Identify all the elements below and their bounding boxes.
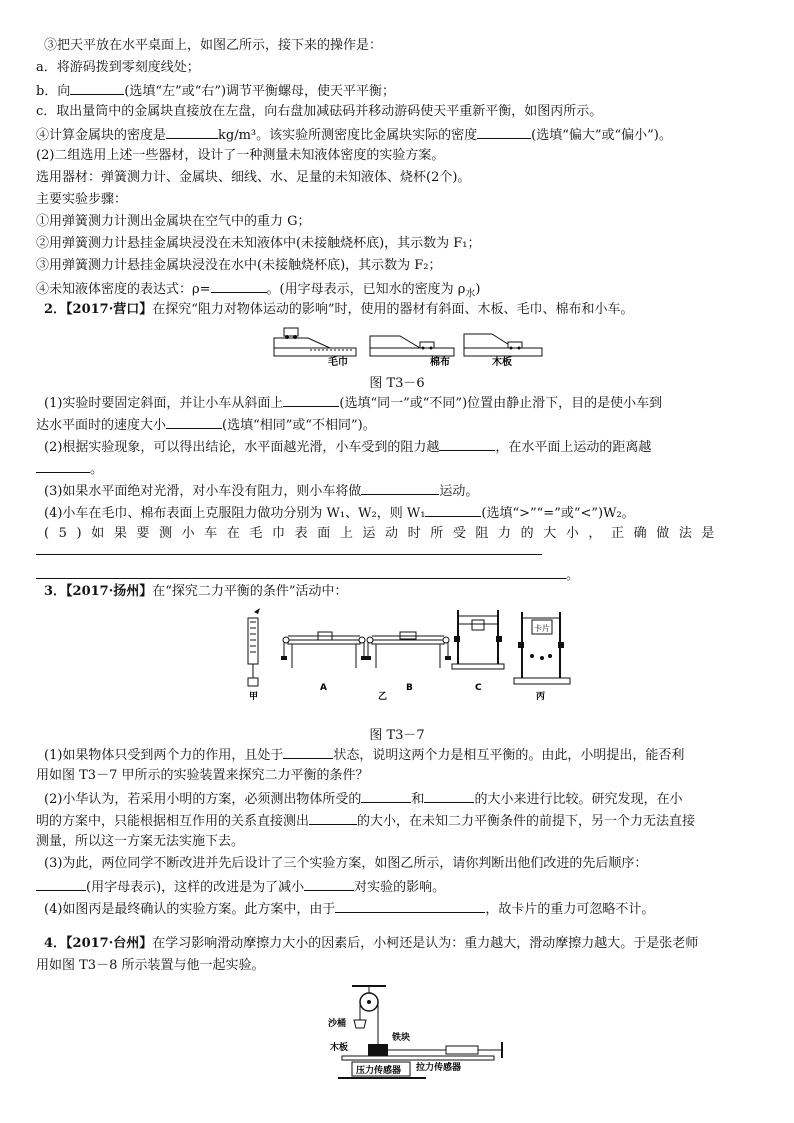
question-3-stem: 3．【2017·扬州】在“探究二力平衡的条件”活动中： [44, 584, 348, 599]
question-4-stem-cont: 用如图 T3－8 所示装置与他一起实验。 [36, 958, 265, 973]
answer-blank[interactable] [425, 504, 481, 517]
q3-part-2: (2)小华认为，若采用小明的方案，必须测出物体所受的 和 的大小来进行比较。研究发现，在小 [44, 792, 683, 807]
question-2-stem: 2．【2017·营口】在探究“阻力对物体运动的影响”时，使用的器材有斜面、木板、毛巾、棉布和小车。 [44, 302, 634, 317]
sand-bucket [354, 1020, 366, 1028]
figure-t3-8 [326, 984, 506, 1084]
ramp [370, 336, 420, 348]
q2-part-1-cont: 达水平面时的速度大小 (选填“相同”或“不相同”)。 [36, 418, 376, 433]
answer-blank[interactable] [36, 460, 90, 473]
answer-blank[interactable] [211, 280, 267, 293]
label-wood: 木板 [492, 357, 512, 366]
q3-part-4: (4)如图丙是最终确认的实验方案。此方案中，由于 ，故卡片的重力可忽略不计。 [44, 902, 655, 917]
q3-part-2-cont: 明的方案中，只能根据相互作用的关系直接测出 的大小，在未知二力平衡条件的前提下，另一个力无法直接 [36, 814, 696, 829]
q3-part-1-cont: 用如图 T3－7 甲所示的实验装置来探究二力平衡的条件？ [36, 768, 369, 783]
spring-scale [248, 618, 258, 664]
substep-2: ②用弹簧测力计悬挂金属块浸没在未知液体中(未接触烧杯底)，其示数为 F₁； [36, 236, 481, 251]
towel-surface [274, 348, 356, 356]
card [472, 620, 484, 630]
q2-part-2: (2)根据实验现象，可以得出结论，水平面越光滑，小车受到的阻力越 ，在水平面上运动的距离越 [44, 440, 652, 455]
answer-blank[interactable] [361, 482, 439, 495]
answer-line[interactable] [36, 566, 566, 579]
q3-part-1: (1)如果物体只受到两个力的作用，且处于 状态，说明这两个力是相互平衡的。由此，小明提出，能否利 [44, 748, 685, 763]
answer-blank[interactable] [304, 878, 354, 891]
label-board: 木板 [330, 1043, 349, 1053]
answer-blank[interactable] [36, 878, 86, 891]
answer-blank[interactable] [439, 438, 495, 451]
q3-part-3-cont: (用字母表示)，这样的改进是为了减小 对实验的影响。 [36, 878, 445, 896]
label-pressure-sensor: 压力传感器 [356, 1066, 402, 1076]
answer-line[interactable] [36, 554, 542, 555]
label-cotton: 棉布 [430, 357, 450, 366]
ramp [464, 334, 514, 348]
wooden-board [342, 1056, 494, 1060]
step-3b: b．向 (选填“左”或“右”)调节平衡螺母，使天平平衡； [36, 84, 396, 99]
answer-blank[interactable] [166, 126, 218, 139]
hand-icon [254, 608, 260, 614]
pull-sensor [446, 1046, 478, 1054]
figure-t3-6 [270, 318, 544, 366]
q2-part-1: (1)实验时要固定斜面，并让小车从斜面上 (选填“同一”或“不同”)位置由静止滑下，目的是使小车到 [44, 396, 663, 411]
answer-blank[interactable] [166, 416, 222, 429]
label-a: A [320, 683, 327, 693]
label-pull-sensor: 拉力传感器 [416, 1063, 462, 1073]
label-b: B [406, 683, 413, 693]
caption-t3-7: 图 T3－7 [369, 728, 425, 743]
base [514, 678, 570, 684]
answer-blank[interactable] [335, 900, 485, 913]
substep-4: ④未知液体密度的表达式：ρ= 。(用字母表示，已知水的密度为 $\rho_水$) [36, 282, 481, 300]
base [452, 664, 504, 669]
card-label: 卡片 [534, 624, 550, 633]
q2-part-5-cont: 。 [36, 566, 579, 584]
q2-part-4: (4)小车在毛巾、棉布表面上克服阻力做功分别为 W₁、W₂，则 W₁ (选填“>”“=”或“<”)W₂。 [44, 506, 635, 521]
answer-blank[interactable] [283, 394, 339, 407]
step-3: ③把天平放在水平桌面上，如图乙所示，接下来的操作是： [44, 38, 383, 53]
wood-surface [464, 348, 542, 356]
label-iron-block: 铁块 [392, 1033, 411, 1043]
group-2-intro: (2)二组选用上述一些器材，设计了一种测量未知液体密度的实验方案。 [36, 148, 445, 163]
label-bing: 丙 [536, 692, 546, 702]
ramp [274, 338, 330, 348]
q2-part-3: (3)如果水平面绝对光滑，对小车没有阻力，则小车将做 运动。 [44, 484, 479, 499]
step-3a: a．将游码拨到零刻度线处； [36, 60, 200, 75]
figure-t3-7 [232, 606, 572, 702]
q2-part-2-cont: 。 [36, 460, 103, 478]
answer-blank[interactable] [283, 746, 333, 759]
answer-blank[interactable] [361, 790, 411, 803]
block [248, 678, 258, 686]
answer-blank[interactable] [424, 790, 474, 803]
caption-t3-6: 图 T3－6 [369, 376, 425, 391]
cotton-surface [370, 348, 454, 356]
question-4-stem: 4．【2017·台州】在学习影响滑动摩擦力大小的因素后，小柯还是认为：重力越大，滑动摩擦力越大。于是张老师 [44, 936, 699, 951]
step-3c: c．取出量筒中的金属块直接放在左盘，向右盘加减砝码并移动游码使天平重新平衡，如图丙所示。 [36, 104, 603, 119]
q3-part-2-end: 测量，所以这一方案无法实施下去。 [36, 834, 245, 849]
answer-blank[interactable] [477, 126, 531, 139]
answer-blank[interactable] [70, 82, 124, 95]
label-yi: 乙 [378, 692, 388, 702]
table-top [288, 640, 360, 644]
step-4: ④计算金属块的密度是 kg/m³。该实验所测密度比金属块实际的密度 (选填“偏大”或“偏小”)。 [36, 128, 672, 143]
main-steps-heading: 主要实验步骤： [36, 192, 128, 207]
materials: 选用器材：弹簧测力计、金属块、细线、水、足量的未知液体、烧杯(2个)。 [36, 170, 471, 185]
table-top [372, 640, 444, 644]
label-jia: 甲 [249, 692, 259, 702]
label-c: C [475, 683, 482, 693]
substep-3: ③用弹簧测力计悬挂金属块浸没在水中(未接触烧杯底)，其示数为 F₂； [36, 258, 442, 273]
q2-part-5: (5)如果要测小车在毛巾表面上运动时所受阻力的大小，正确做法是 [44, 526, 725, 541]
q3-part-3: (3)为此，两位同学不断改进并先后设计了三个实验方案，如图乙所示，请你判断出他们改进的先后顺序： [44, 856, 648, 871]
cart [284, 328, 298, 336]
iron-block [368, 1044, 388, 1056]
label-sand-bucket: 沙桶 [328, 1019, 347, 1029]
label-towel: 毛巾 [328, 357, 348, 366]
answer-blank[interactable] [309, 812, 357, 825]
substep-1: ①用弹簧测力计测出金属块在空气中的重力 G； [36, 214, 311, 229]
